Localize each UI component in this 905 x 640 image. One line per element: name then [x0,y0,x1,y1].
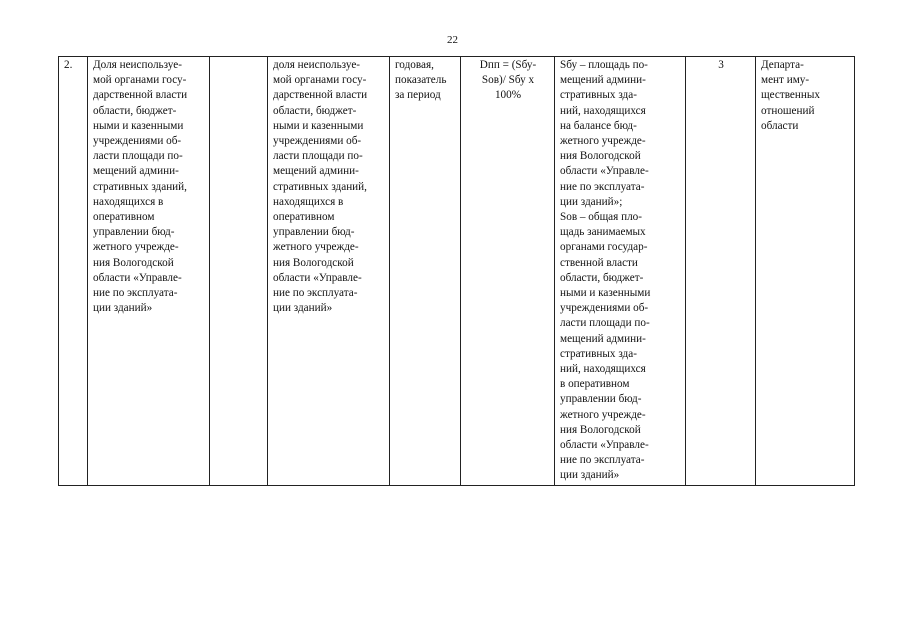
page-number: 22 [447,34,458,46]
periodicity-cell: годовая, показатель за период [390,57,461,486]
indicator-table [58,56,855,486]
table-row [59,57,855,486]
formula-cell: Dпп = (Sбу- Sов)/ Sбу х 100% [461,57,555,486]
indicator-name-cell: Доля неиспользуе- мой органами госу- дарственной власти области, бюджет- ными и казенными учреждениями об- ласти площади по- мещений админи- стративных зданий, находящихся в оперативном управлении бюд- жетного учрежде- ния Вологодской области «Управле- ние по эксплуата- ции зданий» [88,57,210,486]
method-cell: 3 [686,57,756,486]
variables-cell: Sбу – площадь по- мещений админи- стративных зда- ний, находящихся на балансе бюд- жетного учрежде- ния Вологодской области «Управле- ние по эксплуата- ции зданий»; Sов – общая пло- щадь занимаемых органами государ- ственной власти области, бюджет- ными и казенными учреждениями об- ласти площади по- мещений админи- стративных зда- ний, находящихся в оперативном управлении бюд- жетного учрежде- ния Вологодской области «Управле- ние по эксплуата- ции зданий» [555,57,686,486]
row-number-cell: 2. [59,57,88,486]
responsible-cell: Департа- мент иму- щественных отношений области [756,57,855,486]
empty-cell [210,57,268,486]
indicator-definition-cell: доля неиспользуе- мой органами госу- дарственной власти области, бюджет- ными и казенными учреждениями об- ласти площади по- мещений админи- стративных зданий, находящихся в оперативном управлении бюд- жетного учрежде- ния Вологодской области «Управле- ние по эксплуата- ции зданий» [268,57,390,486]
